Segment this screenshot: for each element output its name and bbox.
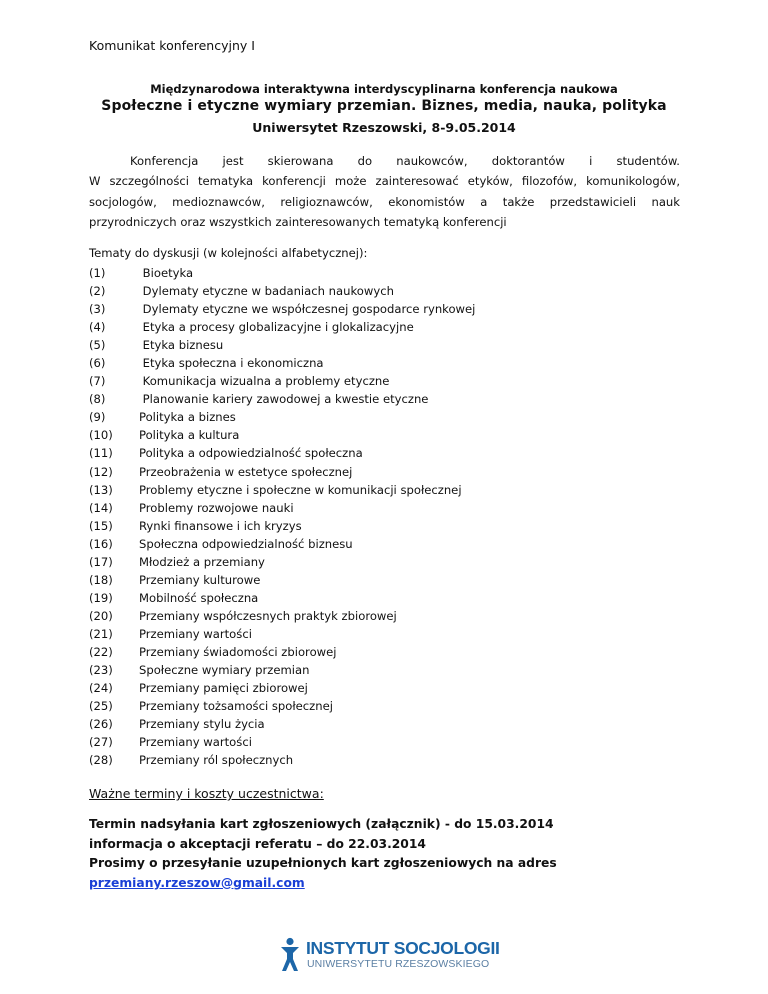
topic-number: (18) — [89, 572, 113, 587]
topic-text: Przemiany świadomości zbiorowej — [139, 644, 337, 659]
topic-item — [89, 571, 475, 589]
conference-subtitle: Międzynarodowa interaktywna interdyscyplinarna konferencja naukowa — [150, 82, 618, 96]
topic-text: Polityka a biznes — [139, 410, 236, 425]
topic-number: (27) — [89, 735, 113, 750]
topic-item — [89, 336, 475, 354]
topic-text: Dylematy etyczne we współczesnej gospodarce rynkowej — [139, 302, 476, 317]
topics-list — [89, 264, 475, 769]
topic-number: (11) — [89, 446, 113, 461]
topic-number: (3) — [89, 302, 106, 317]
topic-item — [89, 372, 475, 390]
topic-number: (9) — [89, 410, 106, 425]
topic-text: Młodzież a przemiany — [139, 554, 265, 569]
topic-number: (7) — [89, 374, 106, 389]
topic-text: Przemiany kulturowe — [139, 572, 261, 587]
topic-text: Przemiany ról społecznych — [139, 753, 294, 768]
topics-label: Tematy do dyskusji (w kolejności alfabetycznej): — [89, 246, 368, 260]
topic-item — [89, 661, 475, 679]
deadline-acceptance: informacja o akceptacji referatu – do 22.03.2014 — [89, 836, 426, 851]
deadlines-heading: Ważne terminy i koszty uczestnictwa: — [89, 786, 324, 801]
topic-text: Komunikacja wizualna a problemy etyczne — [139, 374, 390, 389]
deadline-submission: Termin nadsyłania kart zgłoszeniowych (załącznik) - do 15.03.2014 — [89, 817, 554, 831]
topic-number: (19) — [89, 590, 113, 605]
topic-text: Dylematy etyczne w badaniach naukowych — [139, 284, 394, 299]
topic-text: Etyka biznesu — [139, 338, 224, 353]
topic-number: (17) — [89, 554, 113, 569]
contact-email-link[interactable]: przemiany.rzeszow@gmail.com — [89, 875, 305, 890]
topic-number: (2) — [89, 284, 106, 299]
topic-item — [89, 715, 475, 733]
topic-item — [89, 481, 475, 499]
topic-item — [89, 733, 475, 751]
topic-number: (15) — [89, 518, 113, 533]
topic-item — [89, 625, 475, 643]
topic-item — [89, 697, 475, 715]
conference-title: Społeczne i etyczne wymiary przemian. Biznes, media, nauka, polityka — [101, 98, 667, 114]
person-figure-icon — [279, 937, 301, 973]
topic-text: Bioetyka — [139, 266, 194, 280]
topic-text: Mobilność społeczna — [139, 590, 259, 605]
topic-item — [89, 354, 475, 372]
topic-number: (26) — [89, 717, 113, 732]
topic-number: (8) — [89, 392, 106, 407]
topic-text: Etyka a procesy globalizacyjne i glokalizacyjne — [139, 320, 414, 335]
topic-item — [89, 499, 475, 517]
topic-text: Problemy rozwojowe nauki — [139, 500, 294, 515]
topic-item — [89, 390, 475, 408]
topic-number: (1) — [89, 266, 106, 280]
topic-item — [89, 751, 475, 769]
topic-item — [89, 535, 475, 553]
topic-number: (25) — [89, 699, 113, 714]
topic-item — [89, 318, 475, 336]
topic-number: (10) — [89, 428, 113, 443]
institute-logo — [279, 937, 500, 973]
topic-number: (12) — [89, 464, 113, 479]
conference-place-date: Uniwersytet Rzeszowski, 8-9.05.2014 — [252, 120, 516, 135]
topic-number: (5) — [89, 338, 106, 353]
topic-number: (14) — [89, 500, 113, 515]
topic-number: (13) — [89, 482, 113, 497]
topic-item — [89, 607, 475, 625]
topic-text: Społeczna odpowiedzialność biznesu — [139, 536, 353, 551]
topic-number: (24) — [89, 681, 113, 696]
topic-item — [89, 264, 475, 282]
intro-paragraph — [89, 151, 680, 232]
topic-text: Społeczne wymiary przemian — [139, 663, 310, 678]
topic-number: (28) — [89, 753, 113, 768]
topic-text: Problemy etyczne i społeczne w komunikacji społecznej — [139, 482, 462, 497]
topic-item — [89, 426, 475, 444]
topic-number: (22) — [89, 644, 113, 659]
topic-text: Etyka społeczna i ekonomiczna — [139, 356, 324, 371]
logo-title: INSTYTUT SOCJOLOGII — [306, 938, 500, 958]
header-note: Komunikat konferencyjny I — [89, 38, 255, 53]
topic-item — [89, 679, 475, 697]
topic-text: Przemiany współczesnych praktyk zbiorowej — [139, 608, 397, 623]
topic-number: (6) — [89, 356, 106, 371]
topic-item — [89, 282, 475, 300]
logo-subtitle: UNIWERSYTETU RZESZOWSKIEGO — [307, 958, 490, 970]
submission-instruction: Prosimy o przesyłanie uzupełnionych kart zgłoszeniowych na adres — [89, 856, 557, 871]
topic-text: Polityka a odpowiedzialność społeczna — [139, 446, 363, 461]
topic-item — [89, 643, 475, 661]
topic-item — [89, 300, 475, 318]
topic-number: (20) — [89, 608, 113, 623]
topic-item — [89, 444, 475, 462]
topic-number: (23) — [89, 663, 113, 678]
topic-text: Przemiany wartości — [139, 626, 252, 641]
topic-item — [89, 517, 475, 535]
deadlines-block — [89, 815, 557, 893]
topic-item — [89, 463, 475, 481]
topic-number: (16) — [89, 536, 113, 551]
topic-item — [89, 408, 475, 426]
topic-text: Polityka a kultura — [139, 428, 240, 443]
intro-first-line: Konferencja jest skierowana do naukowców, doktorantów i studentów. — [130, 154, 680, 168]
topic-text: Przemiany tożsamości społecznej — [139, 699, 333, 714]
topic-text: Planowanie kariery zawodowej a kwestie etyczne — [139, 392, 429, 407]
topic-text: Przemiany pamięci zbiorowej — [139, 681, 308, 696]
topic-text: Przemiany wartości — [139, 735, 252, 750]
topic-item — [89, 553, 475, 571]
topic-text: Rynki finansowe i ich kryzys — [139, 518, 302, 533]
topic-item — [89, 589, 475, 607]
intro-body: W szczególności tematyka konferencji może zainteresować etyków, filozofów, komunikologów, socjologów, medioznawców, religioznawców, ekonomistów a także przedstawicieli nauk przyrodniczych oraz wszystkich zainteresowanych tematyką konferencji — [89, 174, 680, 229]
topic-text: Przeobrażenia w estetyce społecznej — [139, 464, 353, 479]
topic-number: (21) — [89, 626, 113, 641]
topic-text: Przemiany stylu życia — [139, 717, 265, 732]
topic-number: (4) — [89, 320, 106, 335]
